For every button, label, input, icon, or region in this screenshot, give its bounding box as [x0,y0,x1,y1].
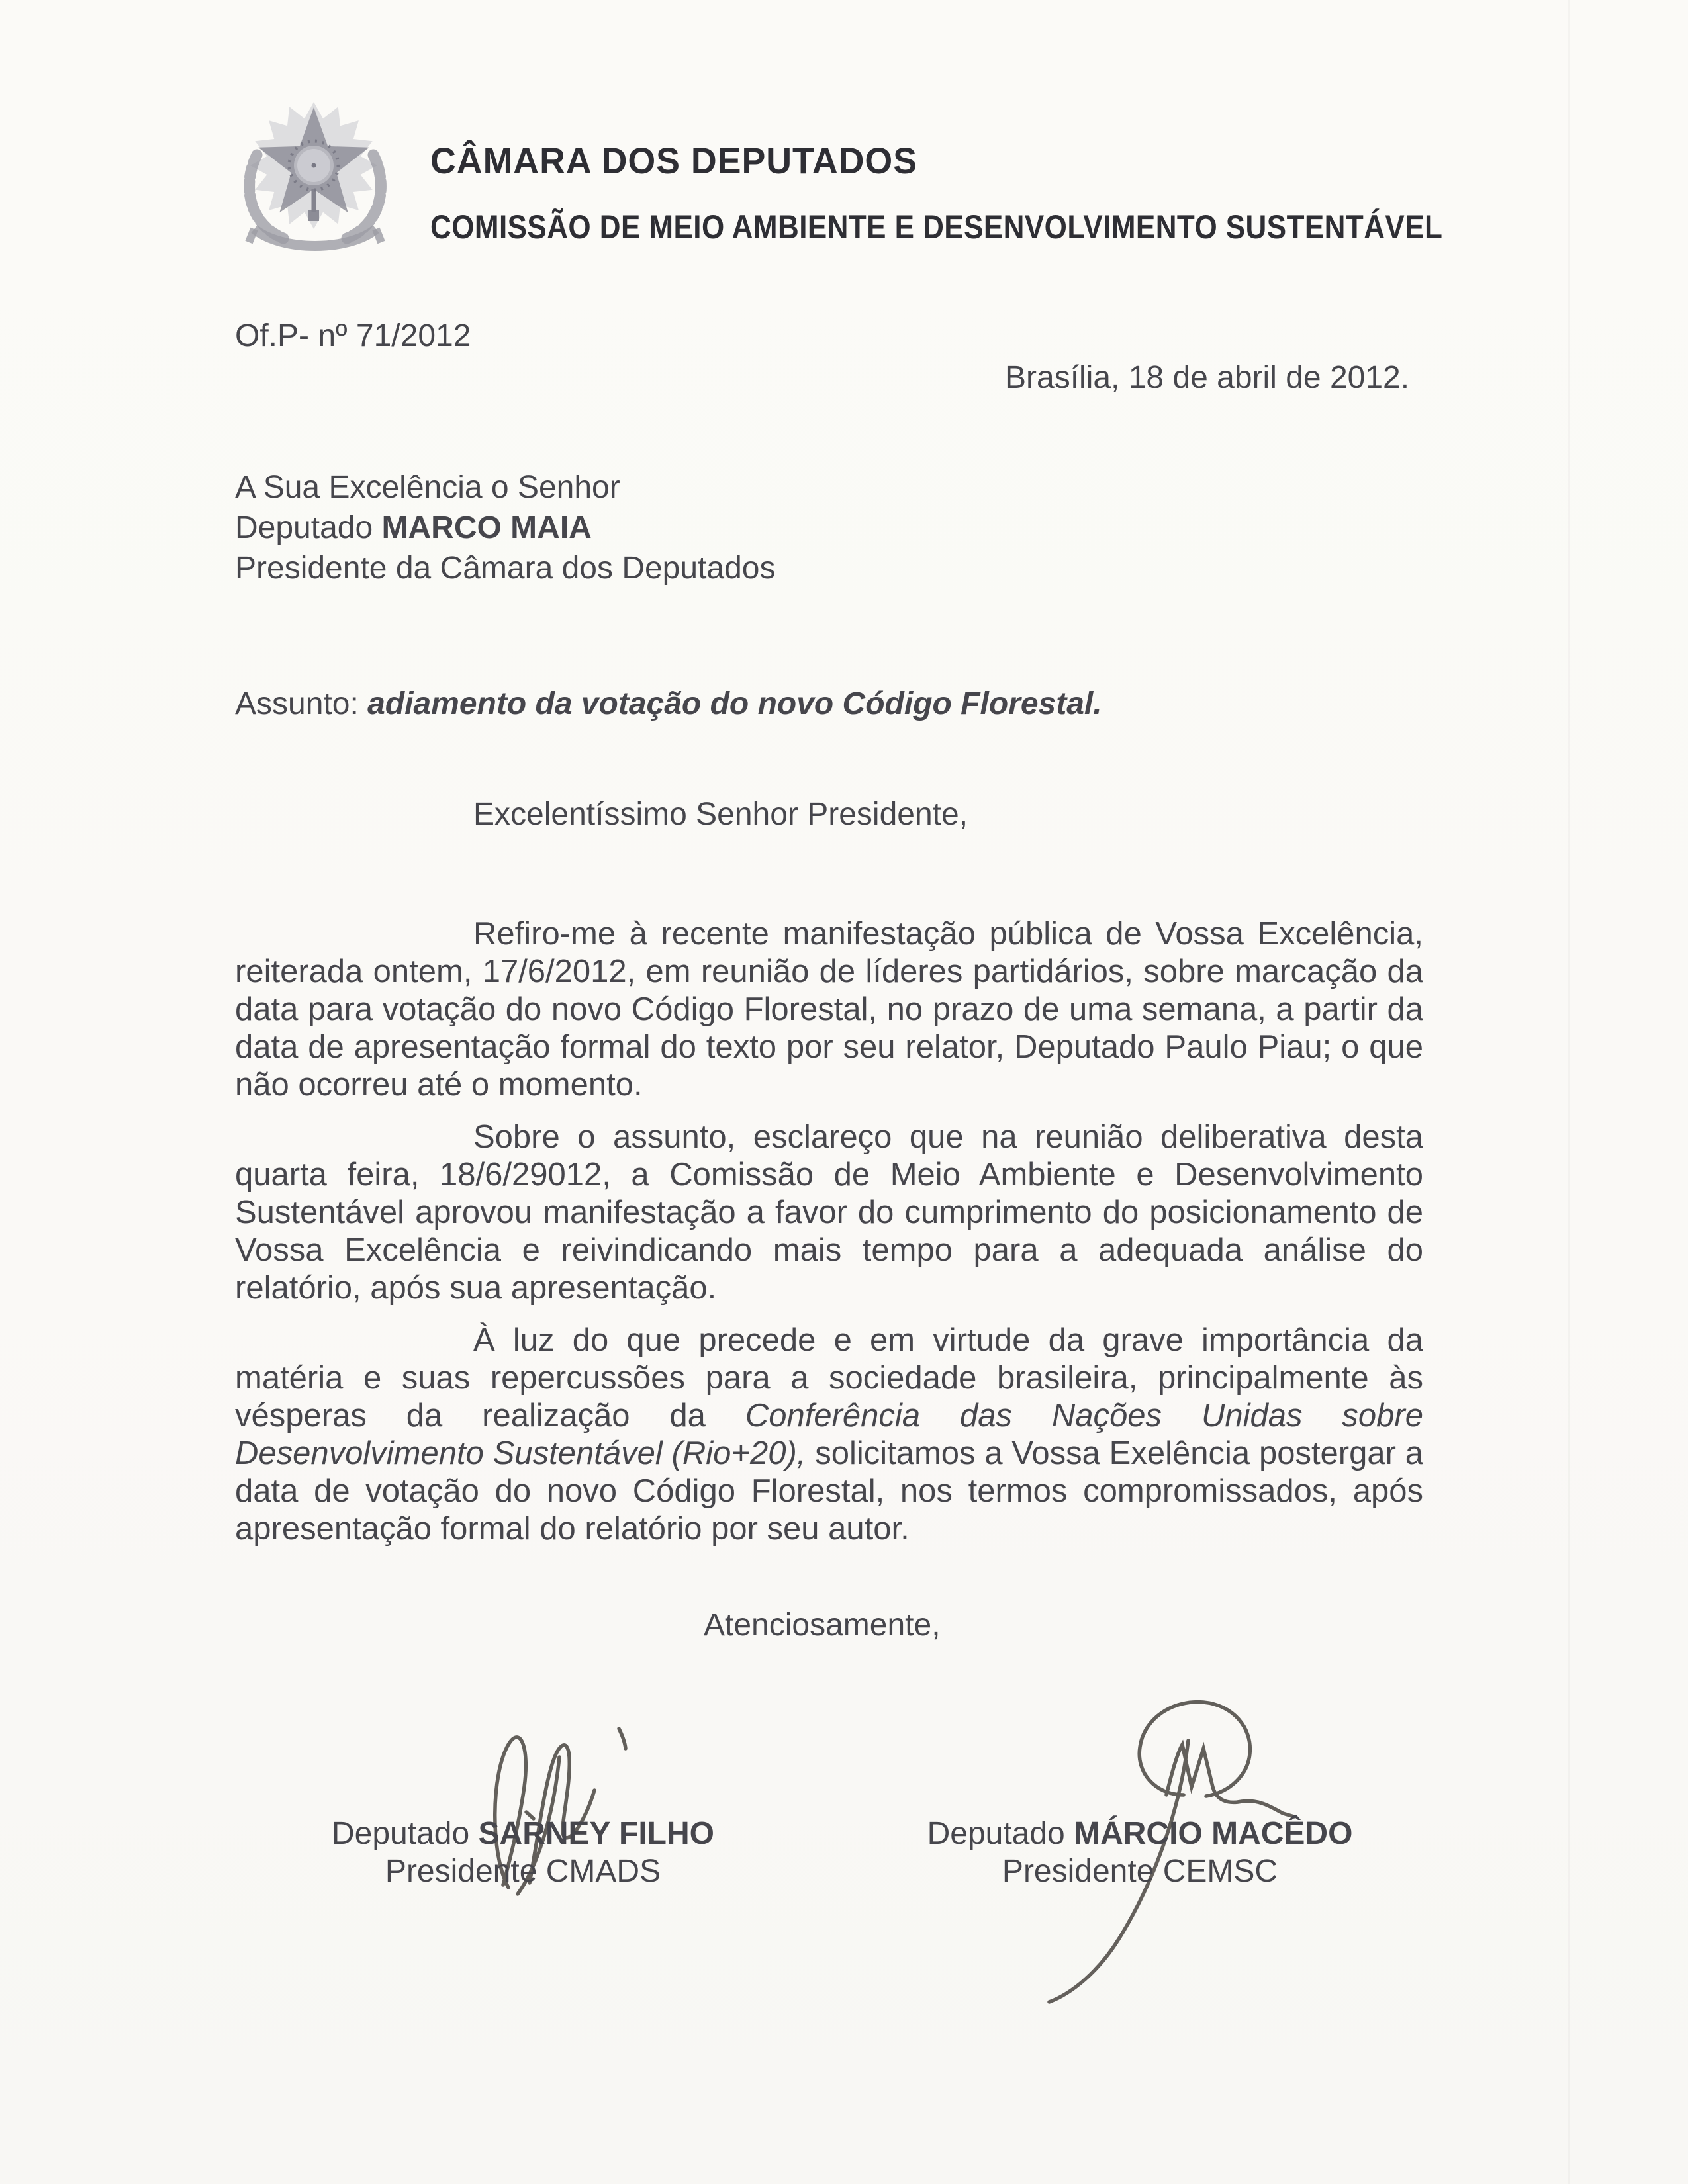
brazil-coat-of-arms-icon [240,99,391,258]
org-title: CÂMARA DOS DEPUTADOS [430,140,918,181]
addressee-name: MARCO MAIA [381,510,592,545]
committee-title: COMISSÃO DE MEIO AMBIENTE E DESENVOLVIMENTO SUSTENTÁVEL [430,208,1443,246]
signer-name-line [895,1815,1385,1852]
letter-body [235,915,1423,1563]
body-paragraph: À luz do que precede e em virtude da grave importância da matéria e suas repercussões para a sociedade brasileira, principalmente às vésperas da realização da Conferência das Nações Unidas sobre Desenvolvimento Sustentável (Rio+20), solicitamos a Vossa Exelência postergar a data de votação do novo Código Florestal, nos termos compromissados, após apresentação formal do relatório por seu autor. [235,1322,1423,1547]
signer-title: Presidente CMADS [385,1854,661,1889]
closing-salutation: Atenciosamente, [704,1608,941,1643]
addressee-block [235,467,776,588]
document-reference: Of.P- nº 71/2012 [235,318,471,353]
addressee-name-line [235,508,776,548]
subject-label: Assunto: [235,686,368,721]
addressee-role: Deputado [235,510,382,545]
signer-title: Presidente CEMSC [1002,1854,1278,1889]
signer-role: Deputado [927,1816,1074,1851]
signer-name: SARNEY FILHO [478,1816,714,1851]
addressee-honorific: A Sua Excelência o Senhor [235,470,620,505]
signer-role: Deputado [332,1816,479,1851]
signature-block-cemsc [895,1815,1385,1890]
signature-block-cmads [278,1815,768,1890]
addressee-title: Presidente da Câmara dos Deputados [235,551,776,586]
signer-name-line [278,1815,768,1852]
body-paragraph: Sobre o assunto, esclareço que na reunião deliberativa desta quarta feira, 18/6/29012, a Comissão de Meio Ambiente e Desenvolvimento Sustentável aprovou manifestação a favor do cumprimento do posicionamento de Vossa Excelência e reivindicando mais tempo para a adequada análise do relatório, após sua apresentação. [235,1119,1423,1306]
subject-text: adiamento da votação do novo Código Florestal. [367,686,1102,721]
signer-name: MÁRCIO MACÊDO [1074,1816,1353,1851]
salutation: Excelentíssimo Senhor Presidente, [473,797,968,832]
subject-line [235,686,1102,722]
body-paragraph: Refiro-me à recente manifestação pública de Vossa Excelência, reiterada ontem, 17/6/2012, em reunião de líderes partidários, sobre marcação da data para votação do novo Código Florestal, no prazo de uma semana, a partir da data de apresentação formal do texto por seu relator, Deputado Paulo Piau; o que não ocorreu até o momento. [235,916,1423,1103]
dateline: Brasília, 18 de abril de 2012. [1005,360,1410,395]
scan-artifact-line [1568,0,1570,2184]
